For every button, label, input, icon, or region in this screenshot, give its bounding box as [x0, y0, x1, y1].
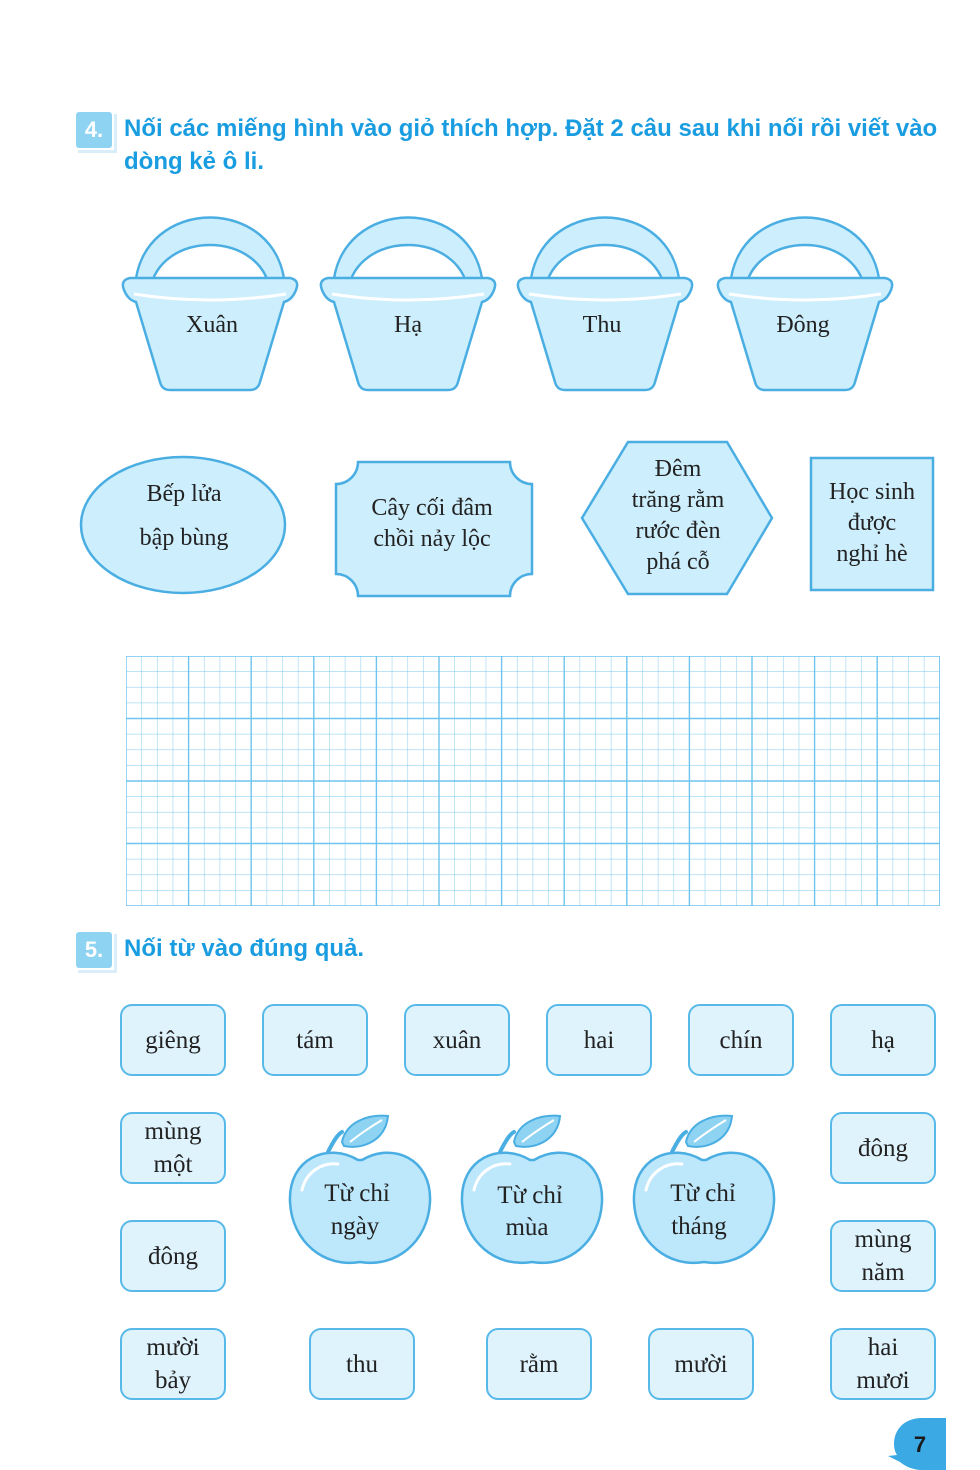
piece-text: chồi nảy lộc — [373, 526, 491, 552]
word-box[interactable]: xuân — [404, 1004, 510, 1076]
word-box[interactable]: mười — [648, 1328, 754, 1400]
page-number-badge — [888, 1418, 946, 1470]
word-box[interactable]: rằm — [486, 1328, 592, 1400]
piece-text: bập bùng — [139, 525, 229, 551]
piece-text: trăng rằm — [631, 487, 725, 513]
apple-text: Từ chỉ — [324, 1180, 390, 1207]
basket-xuan[interactable] — [123, 218, 297, 391]
word-box[interactable]: hạ — [830, 1004, 936, 1076]
word-box[interactable]: chín — [688, 1004, 794, 1076]
basket-thu[interactable] — [518, 218, 692, 391]
piece-text: Bếp lửa — [146, 481, 222, 507]
piece-text: rước đèn — [635, 518, 721, 544]
word-box[interactable]: hai mươi — [830, 1328, 936, 1400]
exercise-5-instruction: Nối từ vào đúng quả. — [124, 935, 365, 962]
word-box[interactable]: mười bảy — [120, 1328, 226, 1400]
basket-label: Thu — [582, 312, 622, 338]
piece-text: Cây cối đâm — [371, 495, 493, 521]
basket-label: Đông — [776, 312, 830, 338]
apple-text: mùa — [505, 1214, 549, 1241]
basket-ha[interactable] — [321, 218, 495, 391]
word-box[interactable]: hai — [546, 1004, 652, 1076]
page-number: 7 — [913, 1432, 927, 1457]
piece-text: Đêm — [654, 456, 702, 482]
apples — [0, 1110, 980, 1270]
exercise-5-number: 5. — [76, 932, 112, 968]
piece-text: được — [847, 510, 897, 536]
apple-text: Từ chỉ — [670, 1180, 736, 1207]
pieces — [0, 430, 980, 610]
apple-text: ngày — [330, 1213, 380, 1240]
word-box[interactable]: đông — [120, 1220, 226, 1292]
basket-label: Hạ — [394, 312, 422, 338]
basket-dong[interactable] — [718, 218, 892, 391]
writing-grid[interactable] — [126, 656, 940, 906]
word-box[interactable]: mùng một — [120, 1112, 226, 1184]
exercise-4-number: 4. — [76, 112, 112, 148]
exercise-4-instruction: Nối các miếng hình vào giỏ thích hợp. Đặt 2 câu sau khi nối rồi viết vào dòng kẻ ô li. — [124, 115, 938, 175]
apple-text: Từ chỉ — [497, 1182, 563, 1209]
word-box[interactable]: thu — [309, 1328, 415, 1400]
piece-text: phá cỗ — [646, 549, 710, 575]
piece-text: nghỉ hè — [836, 541, 908, 567]
baskets — [0, 200, 980, 400]
apple-text: tháng — [671, 1213, 727, 1240]
piece-text: Học sinh — [829, 479, 915, 505]
word-box[interactable]: đông — [830, 1112, 936, 1184]
word-box[interactable]: giêng — [120, 1004, 226, 1076]
word-box[interactable]: tám — [262, 1004, 368, 1076]
word-box[interactable]: mùng năm — [830, 1220, 936, 1292]
basket-label: Xuân — [186, 312, 238, 338]
